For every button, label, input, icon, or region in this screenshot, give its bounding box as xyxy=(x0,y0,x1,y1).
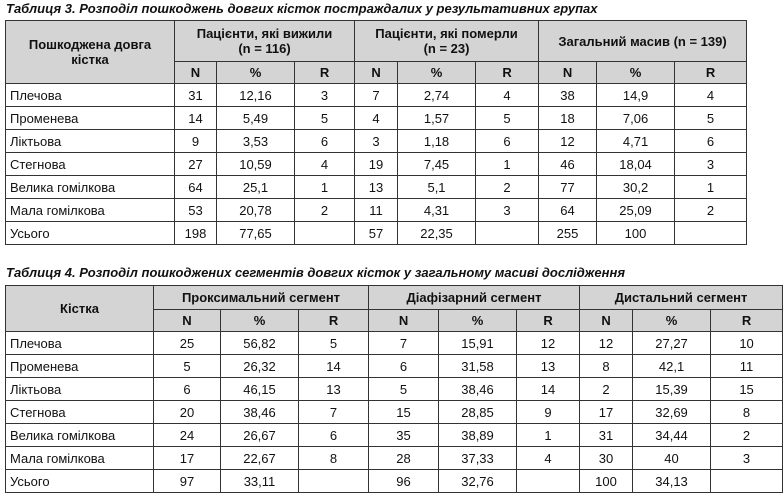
table3-cell: 19 xyxy=(355,153,398,176)
table4-cell: 35 xyxy=(369,424,439,447)
table3-cell: 5 xyxy=(675,107,747,130)
table3-subheader: R xyxy=(295,62,355,84)
table4-cell: 7 xyxy=(369,332,439,355)
table3-cell xyxy=(675,222,747,245)
table4-cell: 5 xyxy=(299,332,369,355)
table3-row-label: Стегнова xyxy=(6,153,175,176)
table4-cell: 38,46 xyxy=(439,378,517,401)
table4-cell: 2 xyxy=(711,424,783,447)
table3-cell: 64 xyxy=(539,199,597,222)
table4-cell: 12 xyxy=(517,332,580,355)
table3-cell: 6 xyxy=(675,130,747,153)
table3-cell: 3,53 xyxy=(217,130,295,153)
table4-cell: 8 xyxy=(711,401,783,424)
table3-corner-header xyxy=(6,21,175,84)
table4-cell: 32,76 xyxy=(439,470,517,493)
table4-row-label: Усього xyxy=(6,470,154,493)
table3-cell: 198 xyxy=(175,222,217,245)
table4-cell: 15 xyxy=(369,401,439,424)
table4-cell: 31,58 xyxy=(439,355,517,378)
table4-cell: 6 xyxy=(299,424,369,447)
table4-caption: Таблиця 4. Розподіл пошкоджених сегментів довгих кісток у загальному масиві дослідження xyxy=(6,265,625,280)
table3-row-label: Велика гомілкова xyxy=(6,176,175,199)
table3-cell: 4 xyxy=(675,84,747,107)
table3-row-label: Усього xyxy=(6,222,175,245)
table3-corner-header-line1: Пошкоджена довга xyxy=(28,37,152,52)
table3-cell: 1,57 xyxy=(398,107,476,130)
table3-cell: 4 xyxy=(476,84,539,107)
table3-cell: 11 xyxy=(355,199,398,222)
table4-row-label: Променева xyxy=(6,355,154,378)
table4-row-label: Велика гомілкова xyxy=(6,424,154,447)
table4-group-header-proximal: Проксимальний сегмент xyxy=(154,286,369,310)
table3-cell: 2 xyxy=(295,199,355,222)
table4-subheader: R xyxy=(299,310,369,332)
table4-cell: 15,39 xyxy=(633,378,711,401)
table4-cell: 27,27 xyxy=(633,332,711,355)
table3-cell: 12,16 xyxy=(217,84,295,107)
table3-cell: 27 xyxy=(175,153,217,176)
table3-cell: 38 xyxy=(539,84,597,107)
table3-group-header-survived: Пацієнти, які вижили (n = 116) xyxy=(175,21,355,62)
table4-cell: 9 xyxy=(517,401,580,424)
table3-cell: 46 xyxy=(539,153,597,176)
table4-cell: 10 xyxy=(711,332,783,355)
table3-cell: 4 xyxy=(355,107,398,130)
table3-row xyxy=(6,222,747,245)
table3-cell: 57 xyxy=(355,222,398,245)
table4-cell: 28,85 xyxy=(439,401,517,424)
table3-corner-header-line2: кістка xyxy=(71,52,109,67)
table3-subheader: % xyxy=(398,62,476,84)
table4-cell: 25 xyxy=(154,332,221,355)
table3-cell: 9 xyxy=(175,130,217,153)
table4-cell xyxy=(711,470,783,493)
table3-cell: 12 xyxy=(539,130,597,153)
table4-subheader: R xyxy=(517,310,580,332)
table4-row xyxy=(6,355,783,378)
table3-cell: 4 xyxy=(295,153,355,176)
table3-cell: 5 xyxy=(476,107,539,130)
table4-cell: 56,82 xyxy=(221,332,299,355)
table4-cell: 30 xyxy=(580,447,633,470)
table3-cell: 10,59 xyxy=(217,153,295,176)
table4-cell: 8 xyxy=(580,355,633,378)
table4-cell: 1 xyxy=(517,424,580,447)
table4-subheader: N xyxy=(580,310,633,332)
table3-cell: 77,65 xyxy=(217,222,295,245)
table4-subheader: N xyxy=(154,310,221,332)
table3-group-header-total: Загальний масив (n = 139) xyxy=(539,21,747,62)
table4-cell: 17 xyxy=(580,401,633,424)
table3-row xyxy=(6,199,747,222)
table4-cell: 13 xyxy=(299,378,369,401)
table3-cell: 7,06 xyxy=(597,107,675,130)
table4-cell: 15 xyxy=(711,378,783,401)
table4-cell: 2 xyxy=(580,378,633,401)
table3-subheader: % xyxy=(217,62,295,84)
table3-cell: 5,1 xyxy=(398,176,476,199)
table4-cell: 31 xyxy=(580,424,633,447)
table4-row-label: Ліктьова xyxy=(6,378,154,401)
table4-cell: 37,33 xyxy=(439,447,517,470)
table4-row-label: Плечова xyxy=(6,332,154,355)
table4-cell: 34,13 xyxy=(633,470,711,493)
table4-cell: 33,11 xyxy=(221,470,299,493)
table4-subheader: R xyxy=(711,310,783,332)
table3-cell: 1,18 xyxy=(398,130,476,153)
table3-row-label: Мала гомілкова xyxy=(6,199,175,222)
table4-cell: 14 xyxy=(299,355,369,378)
table4-subheader: N xyxy=(369,310,439,332)
table3-cell: 3 xyxy=(675,153,747,176)
table3-cell: 1 xyxy=(675,176,747,199)
table4-cell: 24 xyxy=(154,424,221,447)
table4-row xyxy=(6,332,783,355)
table4-cell: 34,44 xyxy=(633,424,711,447)
table4-cell: 5 xyxy=(154,355,221,378)
table3-cell: 25,09 xyxy=(597,199,675,222)
table3-cell: 64 xyxy=(175,176,217,199)
table4-cell xyxy=(517,470,580,493)
table3-subheader: N xyxy=(355,62,398,84)
table4-subheader: % xyxy=(633,310,711,332)
table4-row xyxy=(6,401,783,424)
table4-cell: 4 xyxy=(517,447,580,470)
table3-cell: 1 xyxy=(295,176,355,199)
table3-cell: 13 xyxy=(355,176,398,199)
table3-cell: 18,04 xyxy=(597,153,675,176)
table4-cell: 26,32 xyxy=(221,355,299,378)
table3-cell: 7,45 xyxy=(398,153,476,176)
table4-cell: 7 xyxy=(299,401,369,424)
table4-group-header-distal: Дистальний сегмент xyxy=(580,286,783,310)
table3-cell: 53 xyxy=(175,199,217,222)
table3-cell: 77 xyxy=(539,176,597,199)
table3-row xyxy=(6,176,747,199)
table4-cell: 12 xyxy=(580,332,633,355)
table4-cell: 38,46 xyxy=(221,401,299,424)
table3-subheader: R xyxy=(476,62,539,84)
table4-cell: 26,67 xyxy=(221,424,299,447)
table3-body xyxy=(6,84,747,245)
table3-subheader: % xyxy=(597,62,675,84)
table4-body xyxy=(6,332,783,493)
table4-cell: 11 xyxy=(711,355,783,378)
table3-cell: 7 xyxy=(355,84,398,107)
table4-cell: 42,1 xyxy=(633,355,711,378)
table3-cell: 3 xyxy=(355,130,398,153)
table4-cell: 6 xyxy=(369,355,439,378)
table3-cell: 100 xyxy=(597,222,675,245)
table4-cell: 40 xyxy=(633,447,711,470)
table4-row xyxy=(6,378,783,401)
table4-cell: 13 xyxy=(517,355,580,378)
table4-cell: 38,89 xyxy=(439,424,517,447)
table3-cell: 14 xyxy=(175,107,217,130)
table3-cell: 6 xyxy=(476,130,539,153)
table3-row-label: Плечова xyxy=(6,84,175,107)
table3-row-label: Променева xyxy=(6,107,175,130)
table3-subheader: R xyxy=(675,62,747,84)
table4-cell: 100 xyxy=(580,470,633,493)
table3-cell: 3 xyxy=(295,84,355,107)
table4-cell: 97 xyxy=(154,470,221,493)
table3 xyxy=(5,20,747,245)
table4-row-label: Мала гомілкова xyxy=(6,447,154,470)
table4-cell: 46,15 xyxy=(221,378,299,401)
table4-cell: 8 xyxy=(299,447,369,470)
table3-cell: 5,49 xyxy=(217,107,295,130)
table3-cell: 14,9 xyxy=(597,84,675,107)
table4-subheader: % xyxy=(439,310,517,332)
table3-row xyxy=(6,153,747,176)
table4-row xyxy=(6,470,783,493)
table4-cell: 5 xyxy=(369,378,439,401)
table3-cell: 255 xyxy=(539,222,597,245)
table4-cell: 96 xyxy=(369,470,439,493)
table4 xyxy=(5,285,783,493)
table4-cell: 28 xyxy=(369,447,439,470)
table4-cell: 17 xyxy=(154,447,221,470)
table3-row-label: Ліктьова xyxy=(6,130,175,153)
table3-cell: 31 xyxy=(175,84,217,107)
table3-cell: 2 xyxy=(476,176,539,199)
table3-cell: 3 xyxy=(476,199,539,222)
table4-group-header-diaphyseal: Діафізарний сегмент xyxy=(369,286,580,310)
table3-group-header-died: Пацієнти, які померли (n = 23) xyxy=(355,21,539,62)
table4-cell: 14 xyxy=(517,378,580,401)
table3-cell: 22,35 xyxy=(398,222,476,245)
table3-cell: 5 xyxy=(295,107,355,130)
table3-cell: 1 xyxy=(476,153,539,176)
table4-cell: 20 xyxy=(154,401,221,424)
table3-subheader: N xyxy=(539,62,597,84)
table4-cell: 3 xyxy=(711,447,783,470)
table3-subheader: N xyxy=(175,62,217,84)
table3-cell: 25,1 xyxy=(217,176,295,199)
table3-cell xyxy=(295,222,355,245)
table4-row xyxy=(6,424,783,447)
table4-subheader: % xyxy=(221,310,299,332)
table3-cell: 2 xyxy=(675,199,747,222)
table4-cell: 22,67 xyxy=(221,447,299,470)
table3-caption: Таблиця 3. Розподіл пошкоджень довгих кісток постраждалих у результативних групах xyxy=(6,1,598,16)
table4-cell xyxy=(299,470,369,493)
table3-cell: 30,2 xyxy=(597,176,675,199)
table4-row-label: Стегнова xyxy=(6,401,154,424)
table3-cell: 4,71 xyxy=(597,130,675,153)
table3-cell: 20,78 xyxy=(217,199,295,222)
table4-cell: 32,69 xyxy=(633,401,711,424)
table3-cell: 18 xyxy=(539,107,597,130)
table3-cell: 2,74 xyxy=(398,84,476,107)
table3-row xyxy=(6,84,747,107)
table4-cell: 15,91 xyxy=(439,332,517,355)
table3-cell xyxy=(476,222,539,245)
table3-cell: 4,31 xyxy=(398,199,476,222)
table3-row xyxy=(6,107,747,130)
table3-cell: 6 xyxy=(295,130,355,153)
table4-corner-header: Кістка xyxy=(6,286,154,332)
table4-cell: 6 xyxy=(154,378,221,401)
table3-row xyxy=(6,130,747,153)
table4-row xyxy=(6,447,783,470)
